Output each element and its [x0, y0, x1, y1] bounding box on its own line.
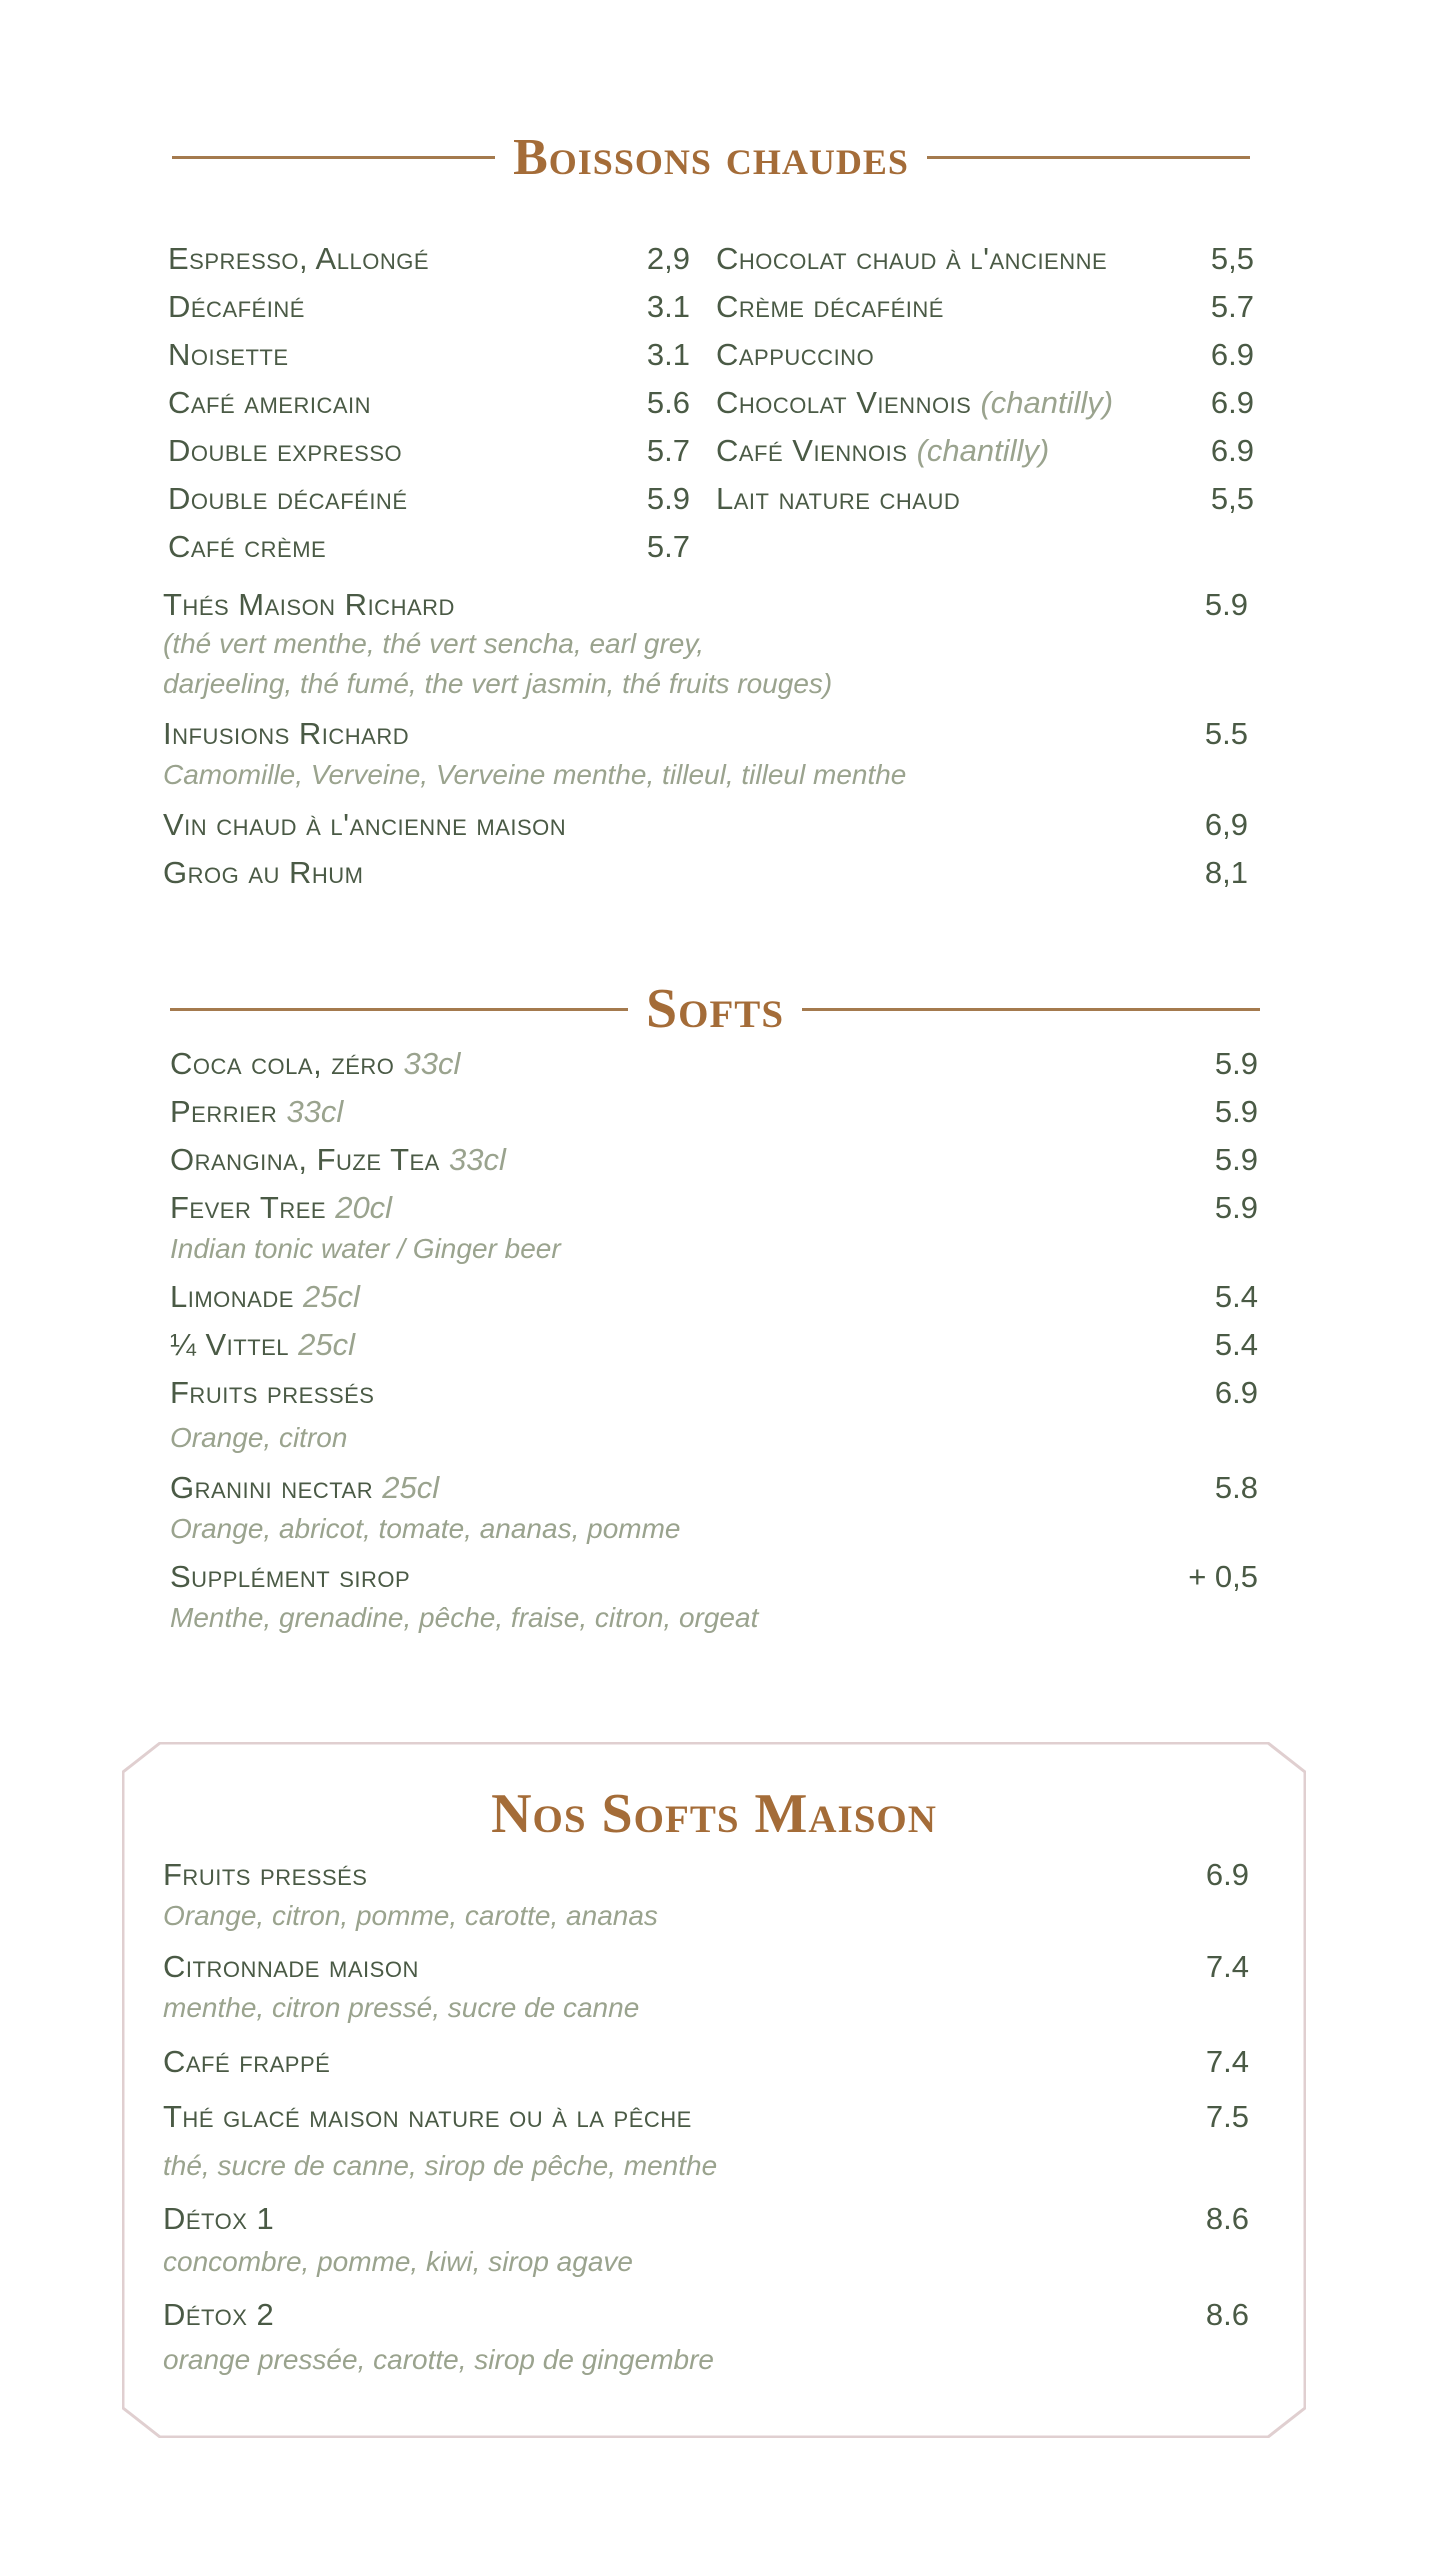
- hot-drinks-heading: [172, 128, 1250, 187]
- item-description: Orange, citron, pomme, carotte, ananas: [163, 1900, 658, 1931]
- house-softs-heading: [122, 1782, 1306, 1846]
- item-description: orange pressée, carotte, sirop de gingembre: [163, 2344, 714, 2375]
- menu-item: Fruits pressés 6.9: [163, 1857, 1249, 1892]
- item-description: Orange, citron: [170, 1422, 348, 1453]
- item-description: thé, sucre de canne, sirop de pêche, menthe: [163, 2150, 718, 2181]
- menu-item: Café Viennois (chantilly) 6.9: [716, 433, 1254, 468]
- house-softs-title: Nos Softs Maison: [491, 1783, 937, 1845]
- menu-item: Café frappé 7.4: [163, 2044, 1249, 2079]
- menu-item: Limonade 25cl 5.4: [170, 1279, 1258, 1314]
- menu-item: Perrier 33cl 5.9: [170, 1094, 1258, 1129]
- menu-item: Espresso, Allongé 2,9: [168, 241, 690, 276]
- menu-item: Décaféiné 3.1: [168, 289, 690, 324]
- menu-item: Supplément sirop + 0,5: [170, 1559, 1258, 1594]
- item-description: concombre, pomme, kiwi, sirop agave: [163, 2246, 633, 2277]
- softs-title: Softs: [646, 978, 785, 1040]
- menu-item: Fruits pressés 6.9: [170, 1375, 1258, 1410]
- item-description: Menthe, grenadine, pêche, fraise, citron, orgeat: [170, 1602, 759, 1633]
- menu-item: Coca cola, zéro 33cl 5.9: [170, 1046, 1258, 1081]
- heading-rule-left: [170, 1008, 628, 1011]
- menu-item: Noisette 3.1: [168, 337, 690, 372]
- menu-item: ¼ Vittel 25cl 5.4: [170, 1327, 1258, 1362]
- menu-item: Double expresso 5.7: [168, 433, 690, 468]
- heading-rule-right: [927, 156, 1250, 159]
- menu-item: Orangina, Fuze Tea 33cl 5.9: [170, 1142, 1258, 1177]
- menu-item: Détox 1 8.6: [163, 2201, 1249, 2236]
- house-softs-frame: [122, 1742, 1306, 2438]
- menu-item: Double décaféiné 5.9: [168, 481, 690, 516]
- menu-item: Cappuccino 6.9: [716, 337, 1254, 372]
- menu-item: Fever Tree 20cl 5.9: [170, 1190, 1258, 1225]
- menu-item: Café crème 5.7: [168, 529, 690, 564]
- menu-item: Vin chaud à l'ancienne maison 6,9: [163, 807, 1248, 842]
- item-description: menthe, citron pressé, sucre de canne: [163, 1992, 640, 2023]
- menu-item: Grog au Rhum 8,1: [163, 855, 1248, 890]
- item-description: Camomille, Verveine, Verveine menthe, tilleul, tilleul menthe: [163, 759, 907, 790]
- item-description: (thé vert menthe, thé vert sencha, earl grey,: [163, 628, 705, 659]
- menu-item: Citronnade maison 7.4: [163, 1949, 1249, 1984]
- heading-rule-right: [802, 1008, 1260, 1011]
- softs-heading: [170, 977, 1260, 1041]
- item-description: Indian tonic water / Ginger beer: [170, 1233, 561, 1264]
- menu-item: Thés Maison Richard 5.9: [163, 587, 1248, 622]
- hot-drinks-title: Boissons chaudes: [513, 129, 909, 186]
- item-description: darjeeling, thé fumé, the vert jasmin, thé fruits rouges): [163, 668, 833, 699]
- menu-item: Crème décaféiné 5.7: [716, 289, 1254, 324]
- heading-rule-left: [172, 156, 495, 159]
- menu-item: Café americain 5.6: [168, 385, 690, 420]
- menu-item: Détox 2 8.6: [163, 2297, 1249, 2332]
- item-description: Orange, abricot, tomate, ananas, pomme: [170, 1513, 681, 1544]
- menu-item: Chocolat Viennois (chantilly) 6.9: [716, 385, 1254, 420]
- menu-item: Chocolat chaud à l'ancienne 5,5: [716, 241, 1254, 276]
- menu-item: Granini nectar 25cl 5.8: [170, 1470, 1258, 1505]
- menu-item: Thé glacé maison nature ou à la pêche 7.5: [163, 2099, 1249, 2134]
- menu-item: Infusions Richard 5.5: [163, 716, 1248, 751]
- menu-item: Lait nature chaud 5,5: [716, 481, 1254, 516]
